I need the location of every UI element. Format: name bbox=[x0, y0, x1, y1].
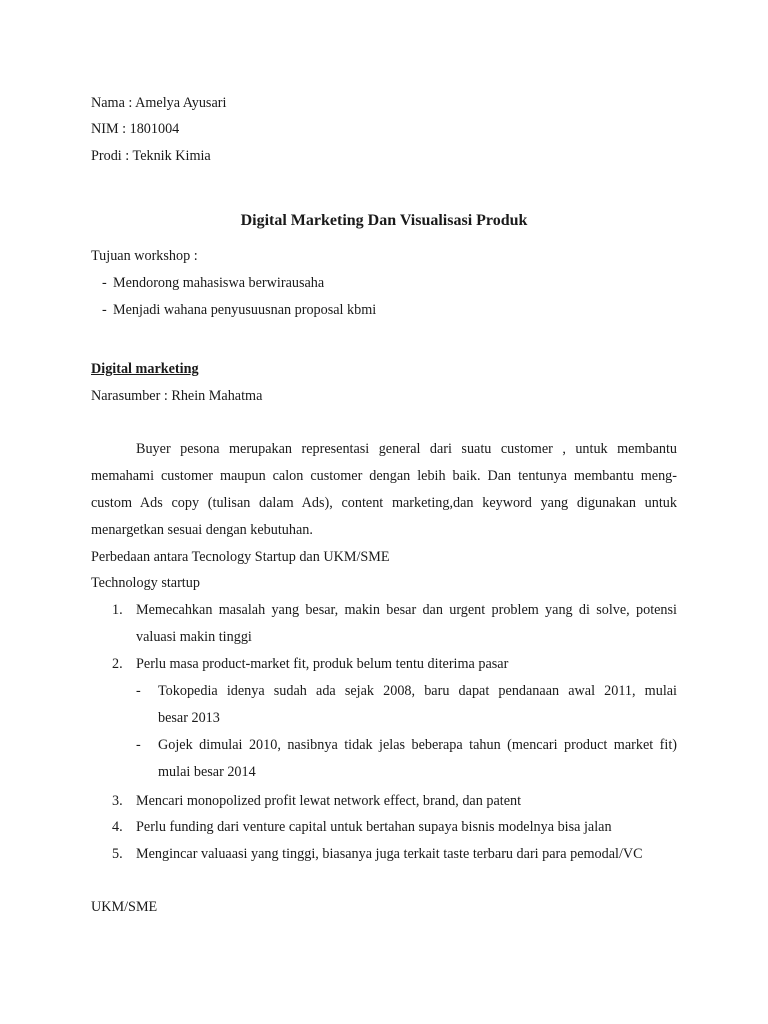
bullet-dash: - bbox=[102, 275, 107, 291]
workshop-goal-item: Menjadi wahana penyusuusnan proposal kbmi bbox=[113, 302, 377, 318]
startup-label: Technology startup bbox=[91, 575, 200, 591]
list-item-text: Memecahkan masalah yang besar, makin besar dan urgent problem yang di solve, potensi bbox=[136, 602, 677, 618]
speaker-line: Narasumber : Rhein Mahatma bbox=[91, 388, 263, 404]
student-nim: NIM : 1801004 bbox=[91, 121, 180, 137]
workshop-label: Tujuan workshop : bbox=[91, 248, 198, 264]
student-program: Prodi : Teknik Kimia bbox=[91, 148, 211, 164]
list-number: 4. bbox=[112, 819, 123, 835]
ukm-label: UKM/SME bbox=[91, 899, 158, 915]
list-item-text: Mengincar valuaasi yang tinggi, biasanya juga terkait taste terbaru dari para pemodal/VC bbox=[136, 846, 643, 862]
list-number: 1. bbox=[112, 602, 123, 618]
sub-item-text: besar 2013 bbox=[158, 710, 220, 726]
sub-item-text: mulai besar 2014 bbox=[158, 764, 256, 780]
list-number: 3. bbox=[112, 793, 123, 809]
sub-item-text: Tokopedia idenya sudah ada sejak 2008, baru dapat pendanaan awal 2011, mulai bbox=[158, 683, 677, 699]
workshop-goal-item: Mendorong mahasiswa berwirausaha bbox=[113, 275, 325, 291]
list-item-text: valuasi makin tinggi bbox=[136, 629, 252, 645]
paragraph-line: Buyer pesona merupakan representasi general dari suatu customer , untuk membantu bbox=[136, 441, 677, 457]
paragraph-line: memahami customer maupun calon customer dengan lebih baik. Dan tentunya membantu meng- bbox=[91, 468, 677, 484]
document-title: Digital Marketing Dan Visualisasi Produk bbox=[240, 212, 528, 229]
sub-bullet-dash: - bbox=[136, 683, 141, 699]
comparison-line: Perbedaan antara Tecnology Startup dan UKM/SME bbox=[91, 549, 390, 565]
list-number: 5. bbox=[112, 846, 123, 862]
list-item-text: Mencari monopolized profit lewat network effect, brand, dan patent bbox=[136, 793, 522, 809]
list-number: 2. bbox=[112, 656, 123, 672]
paragraph-line: menargetkan sesuai dengan kebutuhan. bbox=[91, 522, 313, 538]
paragraph-line: custom Ads copy (tulisan dalam Ads), content marketing,dan keyword yang digunakan untuk bbox=[91, 495, 677, 511]
section-heading-digital-marketing: Digital marketing bbox=[91, 361, 199, 377]
student-name: Nama : Amelya Ayusari bbox=[91, 95, 227, 111]
sub-item-text: Gojek dimulai 2010, nasibnya tidak jelas beberapa tahun (mencari product market fit) bbox=[158, 737, 677, 753]
bullet-dash: - bbox=[102, 302, 107, 318]
list-item-text: Perlu masa product-market fit, produk belum tentu diterima pasar bbox=[136, 656, 509, 672]
sub-bullet-dash: - bbox=[136, 737, 141, 753]
list-item-text: Perlu funding dari venture capital untuk bertahan supaya bisnis modelnya bisa jalan bbox=[136, 819, 612, 835]
